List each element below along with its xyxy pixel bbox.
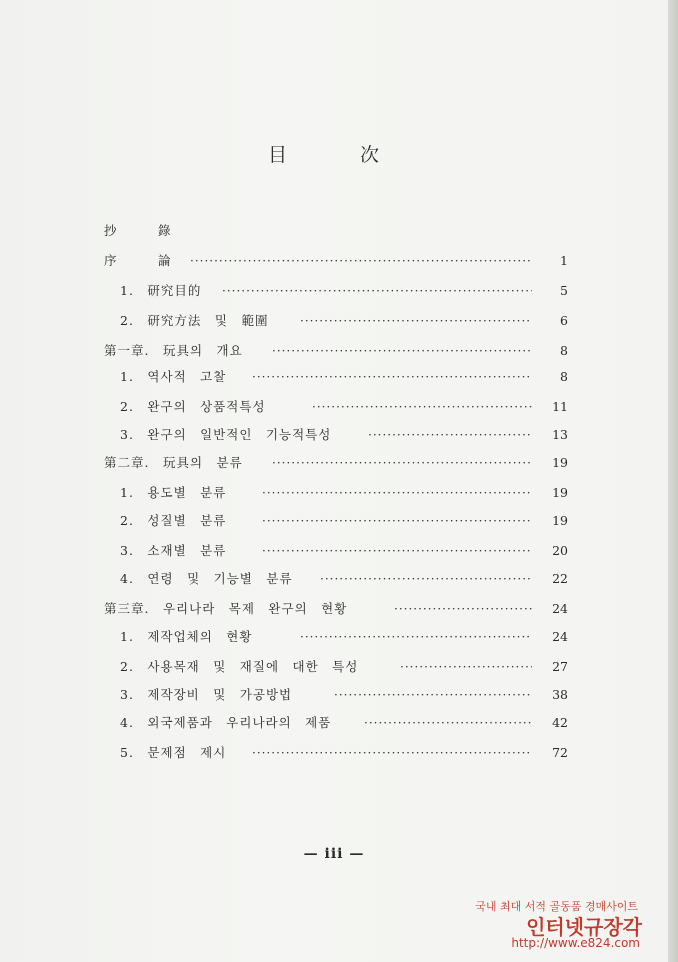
toc-title-part2: 次	[360, 144, 380, 166]
toc-leader-dots	[334, 684, 532, 706]
toc-leader-dots	[272, 452, 532, 474]
toc-entry-page: 19	[552, 485, 568, 500]
toc-entry-label: 2. 사용목재 및 재질에 대한 특성	[120, 659, 359, 674]
toc-leader-dots	[300, 310, 532, 332]
toc-entry-page: 72	[552, 745, 568, 760]
toc-entry	[0, 280, 668, 302]
toc-entry-page: 42	[552, 715, 568, 730]
toc-entry	[0, 220, 668, 242]
toc-entry-label: 3. 제작장비 및 가공방법	[120, 687, 293, 702]
toc-entry-page: 19	[552, 455, 568, 470]
toc-entry-page: 8	[560, 369, 568, 384]
toc-entry-page: 38	[552, 687, 568, 702]
toc-entry	[0, 742, 668, 764]
toc-entry-label: 3. 완구의 일반적인 기능적특성	[120, 427, 332, 442]
toc-leader-dots	[300, 626, 532, 648]
toc-entry-page: 6	[560, 313, 568, 328]
toc-entry-label: 1. 용도별 분류	[120, 485, 227, 500]
toc-entry	[0, 540, 668, 562]
toc-entry-page: 22	[552, 571, 568, 586]
watermark-tagline: 국내 최대 서적 골동품 경매사이트	[475, 900, 638, 913]
toc-entry-page: 11	[552, 399, 568, 414]
toc-entry	[0, 310, 668, 332]
toc-entry-label: 1. 역사적 고찰	[120, 369, 227, 384]
toc-leader-dots	[364, 712, 532, 734]
toc-entry	[0, 712, 668, 734]
toc-leader-dots	[262, 540, 532, 562]
toc-entry	[0, 366, 668, 388]
toc-entry	[0, 510, 668, 532]
toc-entry	[0, 656, 668, 678]
toc-entry	[0, 568, 668, 590]
toc-entry	[0, 452, 668, 474]
toc-entry-label: 2. 완구의 상품적특성	[120, 399, 266, 414]
toc-entry-label: 序 論	[104, 253, 172, 268]
toc-leader-dots	[252, 742, 532, 764]
watermark-brand: 인터넷규장각	[526, 915, 642, 939]
toc-entry	[0, 626, 668, 648]
toc-entry-label: 4. 외국제품과 우리나라의 제품	[120, 715, 332, 730]
toc-entry-label: 5. 문제점 제시	[120, 745, 227, 760]
toc-leader-dots	[252, 366, 532, 388]
toc-leader-dots	[368, 424, 532, 446]
toc-entry	[0, 598, 668, 620]
toc-entry-page: 13	[552, 427, 568, 442]
watermark-url: http://www.e824.com	[511, 936, 640, 950]
toc-entry-label: 第二章. 玩具의 분류	[104, 455, 243, 470]
toc-leader-dots	[262, 510, 532, 532]
toc-title	[0, 140, 668, 170]
toc-entry-page: 24	[552, 601, 568, 616]
toc-leader-dots	[400, 656, 532, 678]
toc-entry-label: 4. 연령 및 기능별 분류	[120, 571, 293, 586]
toc-leader-dots	[272, 340, 532, 362]
toc-title-part1: 目	[268, 144, 288, 166]
toc-entry	[0, 250, 668, 272]
toc-entry-page: 8	[560, 343, 568, 358]
toc-entry-label: 1. 研究目的	[120, 283, 202, 298]
toc-entry-label: 2. 研究方法 및 範圍	[120, 313, 269, 328]
toc-entry-page: 19	[552, 513, 568, 528]
page-edge	[668, 0, 678, 962]
toc-entry	[0, 340, 668, 362]
toc-entry	[0, 684, 668, 706]
toc-entry-label: 3. 소재별 분류	[120, 543, 227, 558]
toc-entry-label: 1. 제작업체의 현황	[120, 629, 253, 644]
toc-entry	[0, 424, 668, 446]
toc-leader-dots	[262, 482, 532, 504]
toc-entry-label: 第一章. 玩具의 개요	[104, 343, 243, 358]
page-number: — iii —	[303, 846, 365, 862]
toc-entry-label: 抄 錄	[104, 223, 172, 238]
toc-entry-page: 5	[560, 283, 568, 298]
toc-entry-label: 第三章. 우리나라 목제 완구의 현황	[104, 601, 348, 616]
toc-entry	[0, 396, 668, 418]
toc-leader-dots	[394, 598, 532, 620]
toc-entry-page: 1	[560, 253, 568, 268]
toc-entry-page: 20	[552, 543, 568, 558]
toc-entry-page: 24	[552, 629, 568, 644]
toc-leader-dots	[190, 250, 532, 272]
toc-entry-label: 2. 성질별 분류	[120, 513, 227, 528]
toc-entry	[0, 482, 668, 504]
toc-leader-dots	[222, 280, 532, 302]
toc-entry-page: 27	[552, 659, 568, 674]
toc-leader-dots	[320, 568, 532, 590]
toc-leader-dots	[312, 396, 532, 418]
